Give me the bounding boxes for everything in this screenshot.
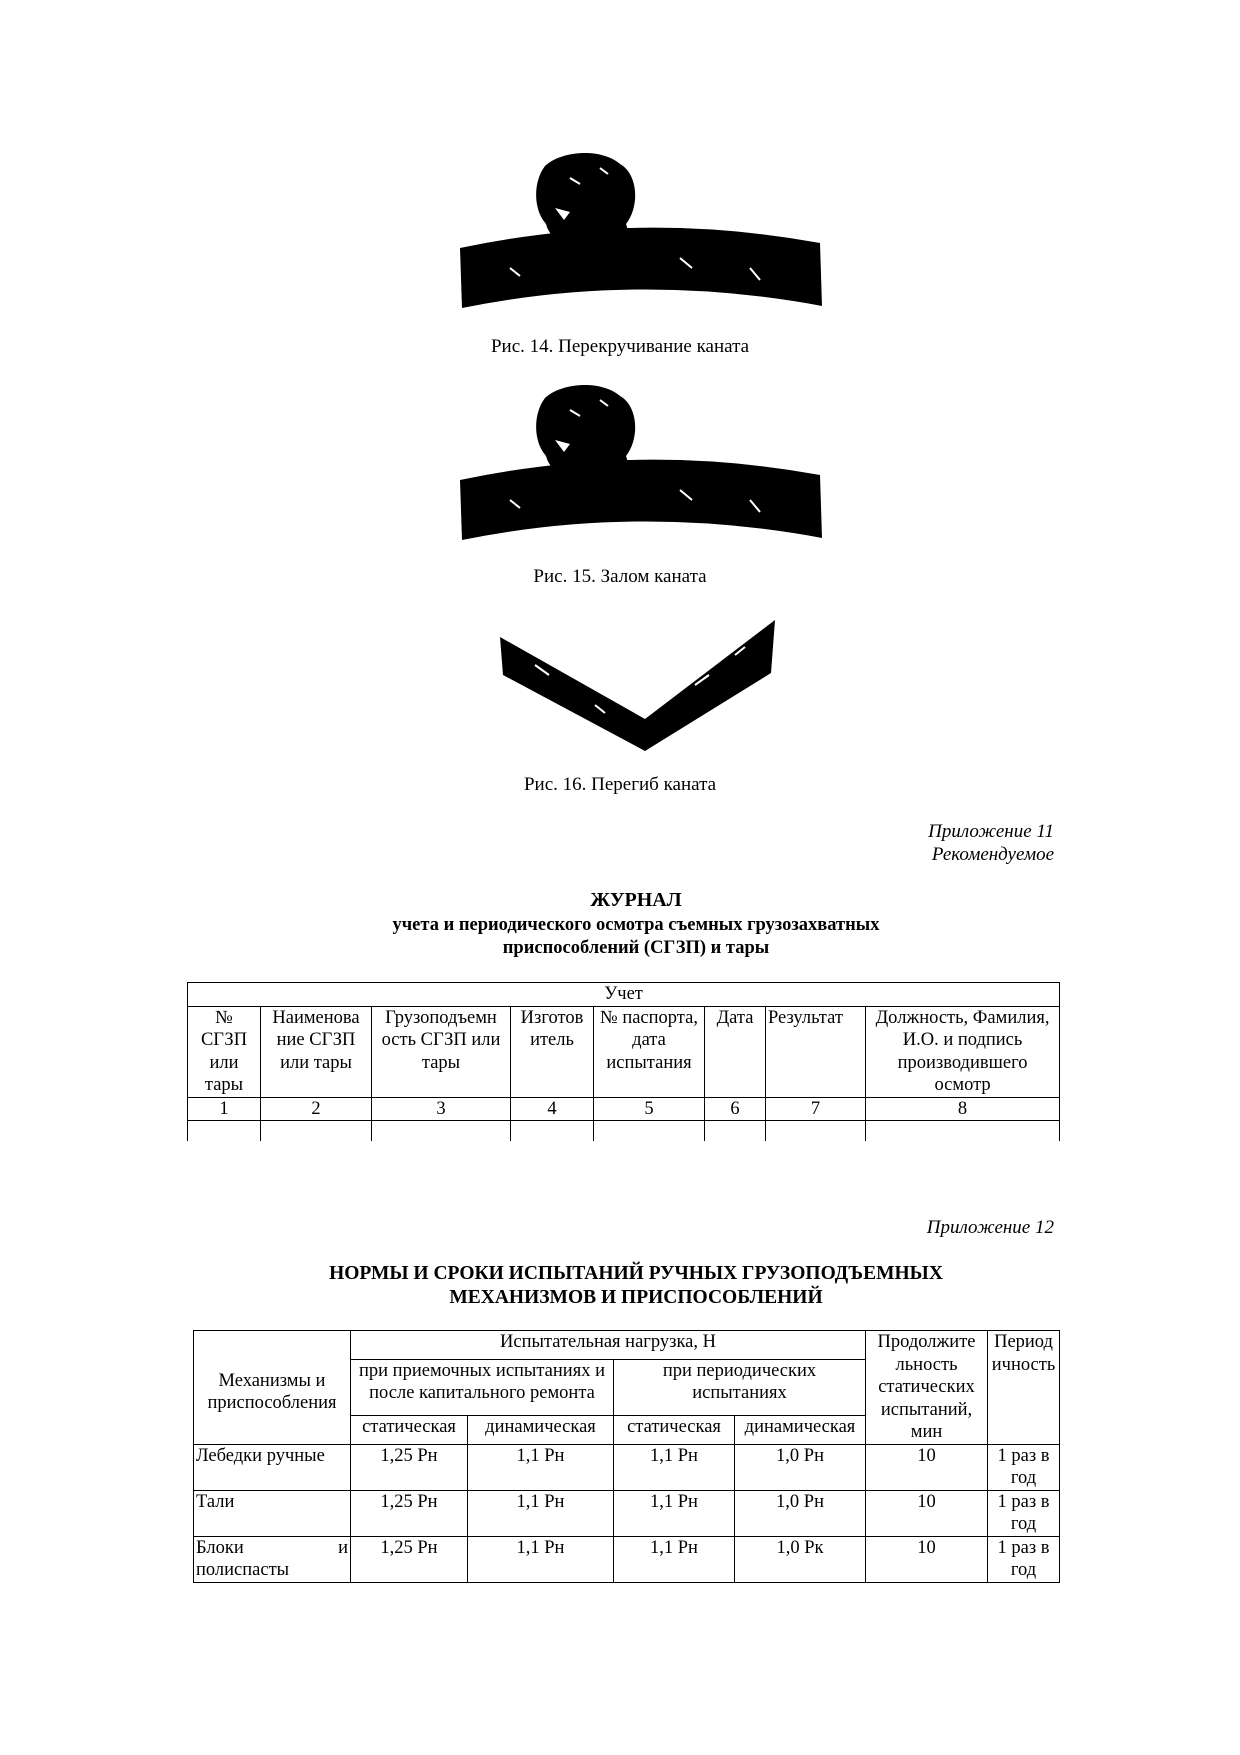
journal-header-row [188,1006,1060,1097]
journal-col-number: № СГЗП или тары [188,1006,261,1097]
norms-col-mechanisms: Механизмы и приспособления [194,1331,351,1445]
norms-table [193,1330,1060,1583]
table-cell: 1,25 Рн [351,1490,468,1536]
norms-sub-static-a: статическая [351,1415,468,1444]
norms-row-name: Лебедки ручные [194,1444,351,1490]
table-cell: 1 раз в год [988,1536,1060,1582]
table-cell: 1,1 Рн [468,1490,614,1536]
table-cell: 1,25 Рн [351,1536,468,1582]
table-cell: 1,1 Рн [614,1536,735,1582]
norms-row-name: Тали [194,1490,351,1536]
journal-col-date: Дата [705,1006,766,1097]
table-row [194,1444,1060,1490]
norms-col-periodic: при периодических испытаниях [614,1359,866,1415]
figure-14-caption: Рис. 14. Перекручивание каната [490,336,750,357]
figure-rope-kink [450,380,830,548]
norms-col-load: Испытательная нагрузка, Н [351,1331,866,1360]
table-cell: 1,1 Рн [468,1536,614,1582]
table-cell: 1,1 Рн [614,1444,735,1490]
table-cell: 1,25 Рн [351,1444,468,1490]
norms-title-1: НОРМЫ И СРОКИ ИСПЫТАНИЙ РУЧНЫХ ГРУЗОПОДЪЕМНЫХ [329,1263,943,1284]
table-cell: 4 [511,1097,594,1121]
norms-header-row-1 [194,1331,1060,1360]
table-cell: 1 раз в год [988,1490,1060,1536]
table-cell: 2 [261,1097,372,1121]
table-cell [705,1121,766,1142]
table-cell: 3 [372,1097,511,1121]
journal-number-row [188,1097,1060,1121]
figure-16-caption: Рис. 16. Перегиб каната [523,774,717,795]
norms-row-name: Блоки и полиспасты [194,1536,351,1582]
table-cell: 10 [866,1444,988,1490]
table-cell: 1,0 Рн [735,1444,866,1490]
figure-rope-twist [450,148,830,316]
table-row [194,1536,1060,1582]
table-cell [372,1121,511,1142]
norms-col-acceptance: при приемочных испытаниях и после капитального ремонта [351,1359,614,1415]
appendix-12-label: Приложение 12 [926,1217,1054,1238]
journal-table [187,982,1060,1141]
table-cell [594,1121,705,1142]
norms-col-period: Период ичность [988,1331,1060,1445]
norms-sub-dynamic-a: динамическая [468,1415,614,1444]
table-cell: 7 [766,1097,866,1121]
journal-col-manufacturer: Изготов итель [511,1006,594,1097]
journal-group-header: Учет [188,983,1060,1007]
journal-title: ЖУРНАЛ [590,889,682,911]
journal-subtitle-2: приспособлений (СГЗП) и тары [502,938,770,958]
table-cell: 1 [188,1097,261,1121]
table-cell: 1,0 Рн [735,1490,866,1536]
appendix-11-sub: Рекомендуемое [931,844,1054,865]
table-cell [188,1121,261,1142]
figure-15-caption: Рис. 15. Залом каната [533,566,707,587]
norms-sub-static-p: статическая [614,1415,735,1444]
journal-col-signature: Должность, Фамилия, И.О. и подпись производившего осмотр [866,1006,1060,1097]
table-cell: 1,0 Рк [735,1536,866,1582]
journal-col-passport: № паспорта, дата испытания [594,1006,705,1097]
figure-rope-bend [495,615,780,755]
norms-sub-dynamic-p: динамическая [735,1415,866,1444]
table-cell [511,1121,594,1142]
norms-col-duration: Продолжите льность статических испытаний, мин [866,1331,988,1445]
table-cell: 1 раз в год [988,1444,1060,1490]
journal-col-result: Результат [766,1006,866,1097]
journal-empty-row [188,1121,1060,1142]
table-cell [866,1121,1060,1142]
table-cell: 5 [594,1097,705,1121]
table-cell: 10 [866,1536,988,1582]
table-cell [766,1121,866,1142]
table-cell: 6 [705,1097,766,1121]
appendix-11-label-block [928,820,1054,866]
table-row [194,1490,1060,1536]
appendix-11-label: Приложение 11 [928,821,1054,842]
table-cell: 10 [866,1490,988,1536]
table-cell: 1,1 Рн [614,1490,735,1536]
table-cell [261,1121,372,1142]
journal-col-name: Наименова ние СГЗП или тары [261,1006,372,1097]
journal-col-capacity: Грузоподъемн ость СГЗП или тары [372,1006,511,1097]
journal-subtitle-1: учета и периодического осмотра съемных грузозахватных [392,915,880,935]
table-cell: 1,1 Рн [468,1444,614,1490]
table-cell: 8 [866,1097,1060,1121]
norms-title-2: МЕХАНИЗМОВ И ПРИСПОСОБЛЕНИЙ [449,1287,823,1308]
